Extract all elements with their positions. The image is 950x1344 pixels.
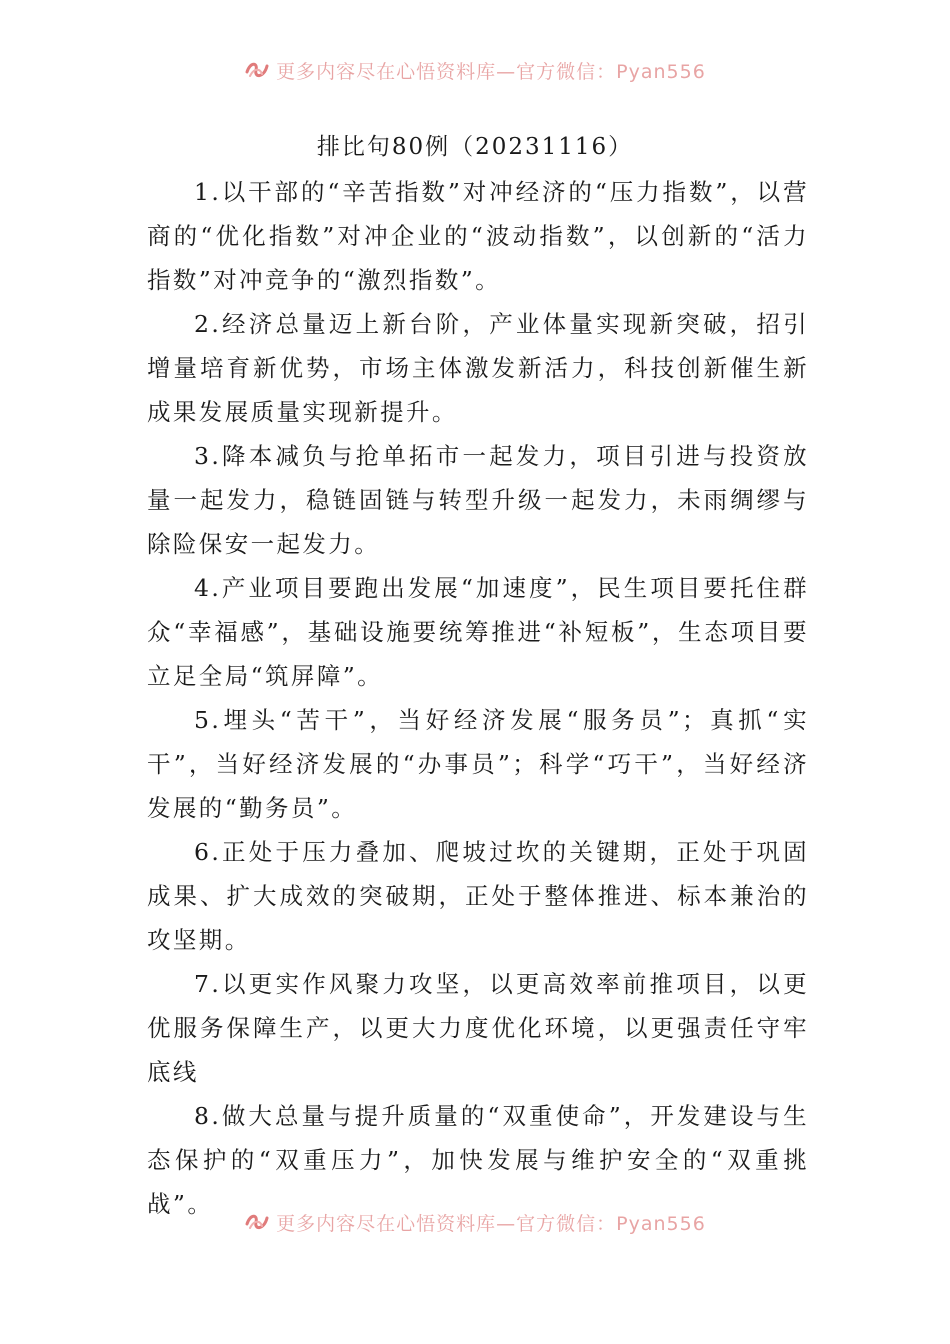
watermark-header bbox=[0, 56, 950, 84]
paragraph-5: 5.埋头“苦干”，当好经济发展“服务员”；真抓“实干”，当好经济发展的“办事员”；科学“巧干”，当好经济发展的“勤务员”。 bbox=[147, 706, 809, 822]
paragraph-4: 4.产业项目要跑出发展“加速度”，民生项目要托住群众“幸福感”，基础设施要统筹推进“补短板”，生态项目要立足全局“筑屏障”。 bbox=[147, 574, 809, 690]
paragraph-3: 3.降本减负与抢单拓市一起发力，项目引进与投资放量一起发力，稳链固链与转型升级一起发力，未雨绸缪与除险保安一起发力。 bbox=[147, 442, 809, 558]
document-title: 排比句80例（20231116） bbox=[316, 134, 634, 160]
paragraph-6: 6.正处于压力叠加、爬坡过坎的关键期，正处于巩固成果、扩大成效的突破期，正处于整体推进、标本兼治的攻坚期。 bbox=[147, 838, 809, 954]
ribbon-logo-icon bbox=[244, 1210, 270, 1234]
paragraph-2: 2.经济总量迈上新台阶，产业体量实现新突破，招引增量培育新优势，市场主体激发新活力，科技创新催生新成果发展质量实现新提升。 bbox=[147, 310, 809, 426]
paragraph-1: 1.以干部的“辛苦指数”对冲经济的“压力指数”，以营商的“优化指数”对冲企业的“波动指数”，以创新的“活力指数”对冲竞争的“激烈指数”。 bbox=[147, 178, 809, 294]
paragraph-8: 8.做大总量与提升质量的“双重使命”，开发建设与生态保护的“双重压力”，加快发展与维护安全的“双重挑战”。 bbox=[147, 1102, 809, 1218]
paragraph-7: 7.以更实作风聚力攻坚，以更高效率前推项目，以更优服务保障生产，以更大力度优化环境，以更强责任守牢底线 bbox=[147, 970, 809, 1086]
watermark-text: 更多内容尽在心悟资料库—官方微信：Pyan556 bbox=[276, 60, 706, 83]
watermark-footer bbox=[0, 1208, 950, 1236]
document-body bbox=[147, 170, 809, 1226]
ribbon-logo-icon bbox=[244, 58, 270, 82]
watermark-text: 更多内容尽在心悟资料库—官方微信：Pyan556 bbox=[276, 1212, 706, 1235]
